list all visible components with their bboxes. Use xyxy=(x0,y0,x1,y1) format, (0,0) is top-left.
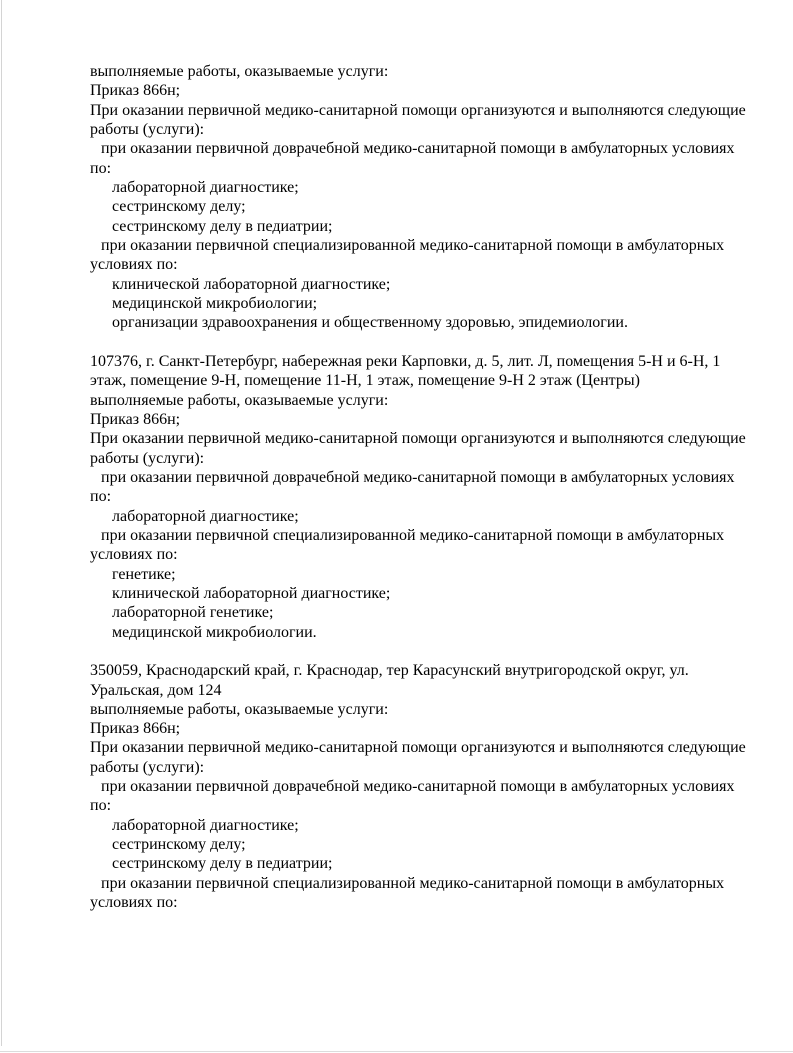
text-line: при оказании первичной доврачебной медико-санитарной помощи в амбулаторных условиях xyxy=(101,468,735,486)
text-line: клинической лабораторной диагностике; xyxy=(112,584,391,602)
text-line: работы (услуги): xyxy=(90,758,205,776)
text-line: Приказ 866н; xyxy=(90,410,181,428)
document-text xyxy=(90,62,790,912)
text-line: условиях по: xyxy=(90,256,178,274)
text-line: лабораторной генетике; xyxy=(112,604,274,622)
text-line: выполняемые работы, оказываемые услуги: xyxy=(90,391,389,409)
text-line: при оказании первичной специализированной медико-санитарной помощи в амбулаторных xyxy=(101,874,725,892)
text-line: При оказании первичной медико-санитарной помощи организуются и выполняются следующие xyxy=(90,739,746,757)
text-line: медицинской микробиологии. xyxy=(112,623,317,641)
works-section-krasnodar-uralskaya xyxy=(90,661,790,912)
text-line: выполняемые работы, оказываемые услуги: xyxy=(90,63,389,80)
text-line: при оказании первичной доврачебной медико-санитарной помощи в амбулаторных условиях xyxy=(101,140,735,158)
text-line: При оказании первичной медико-санитарной помощи организуются и выполняются следующие xyxy=(90,101,746,119)
text-line: сестринскому делу в педиатрии; xyxy=(112,855,333,873)
text-line: лабораторной диагностике; xyxy=(112,816,299,834)
text-line: по: xyxy=(90,159,112,177)
text-line: сестринскому делу; xyxy=(112,198,246,216)
address-line: 107376, г. Санкт-Петербург, набережная реки Карповки, д. 5, лит. Л, помещения 5-Н и 6-Н, 1 xyxy=(90,352,721,370)
text-line: лабораторной диагностике; xyxy=(112,178,299,196)
address-line: 350059, Краснодарский край, г. Краснодар, тер Карасунский внутригородской округ, ул. xyxy=(90,662,689,680)
text-line: При оказании первичной медико-санитарной помощи организуются и выполняются следующие xyxy=(90,430,746,448)
text-line: Приказ 866н; xyxy=(90,720,181,738)
text-line: по: xyxy=(90,797,112,815)
text-line: работы (услуги): xyxy=(90,120,205,138)
text-line: при оказании первичной специализированной медико-санитарной помощи в амбулаторных xyxy=(101,236,725,254)
text-line: работы (услуги): xyxy=(90,449,205,467)
address-line: Уральская, дом 124 xyxy=(90,681,222,699)
page-bottom-border xyxy=(0,1051,793,1052)
text-line: сестринскому делу; xyxy=(112,836,246,854)
page-left-border xyxy=(1,0,2,1046)
text-line: медицинской микробиологии; xyxy=(112,294,318,312)
text-line: при оказании первичной доврачебной медико-санитарной помощи в амбулаторных условиях xyxy=(101,778,735,796)
works-section-1 xyxy=(90,62,790,333)
text-line: при оказании первичной специализированной медико-санитарной помощи в амбулаторных xyxy=(101,526,725,544)
text-line: условиях по: xyxy=(90,546,178,564)
text-line: организации здравоохранения и общественному здоровью, эпидемиологии. xyxy=(112,314,628,332)
text-line: выполняемые работы, оказываемые услуги: xyxy=(90,700,389,718)
works-section-spb-karpovka xyxy=(90,352,790,642)
address-line: этаж, помещение 9-Н, помещение 11-Н, 1 этаж, помещение 9-Н 2 этаж (Центры) xyxy=(90,372,640,390)
text-line: по: xyxy=(90,488,112,506)
text-line: генетике; xyxy=(112,565,176,583)
text-line: лабораторной диагностике; xyxy=(112,507,299,525)
text-line: условиях по: xyxy=(90,894,178,912)
text-line: клинической лабораторной диагностике; xyxy=(112,275,391,293)
text-line: Приказ 866н; xyxy=(90,82,181,100)
text-line: сестринскому делу в педиатрии; xyxy=(112,217,333,235)
